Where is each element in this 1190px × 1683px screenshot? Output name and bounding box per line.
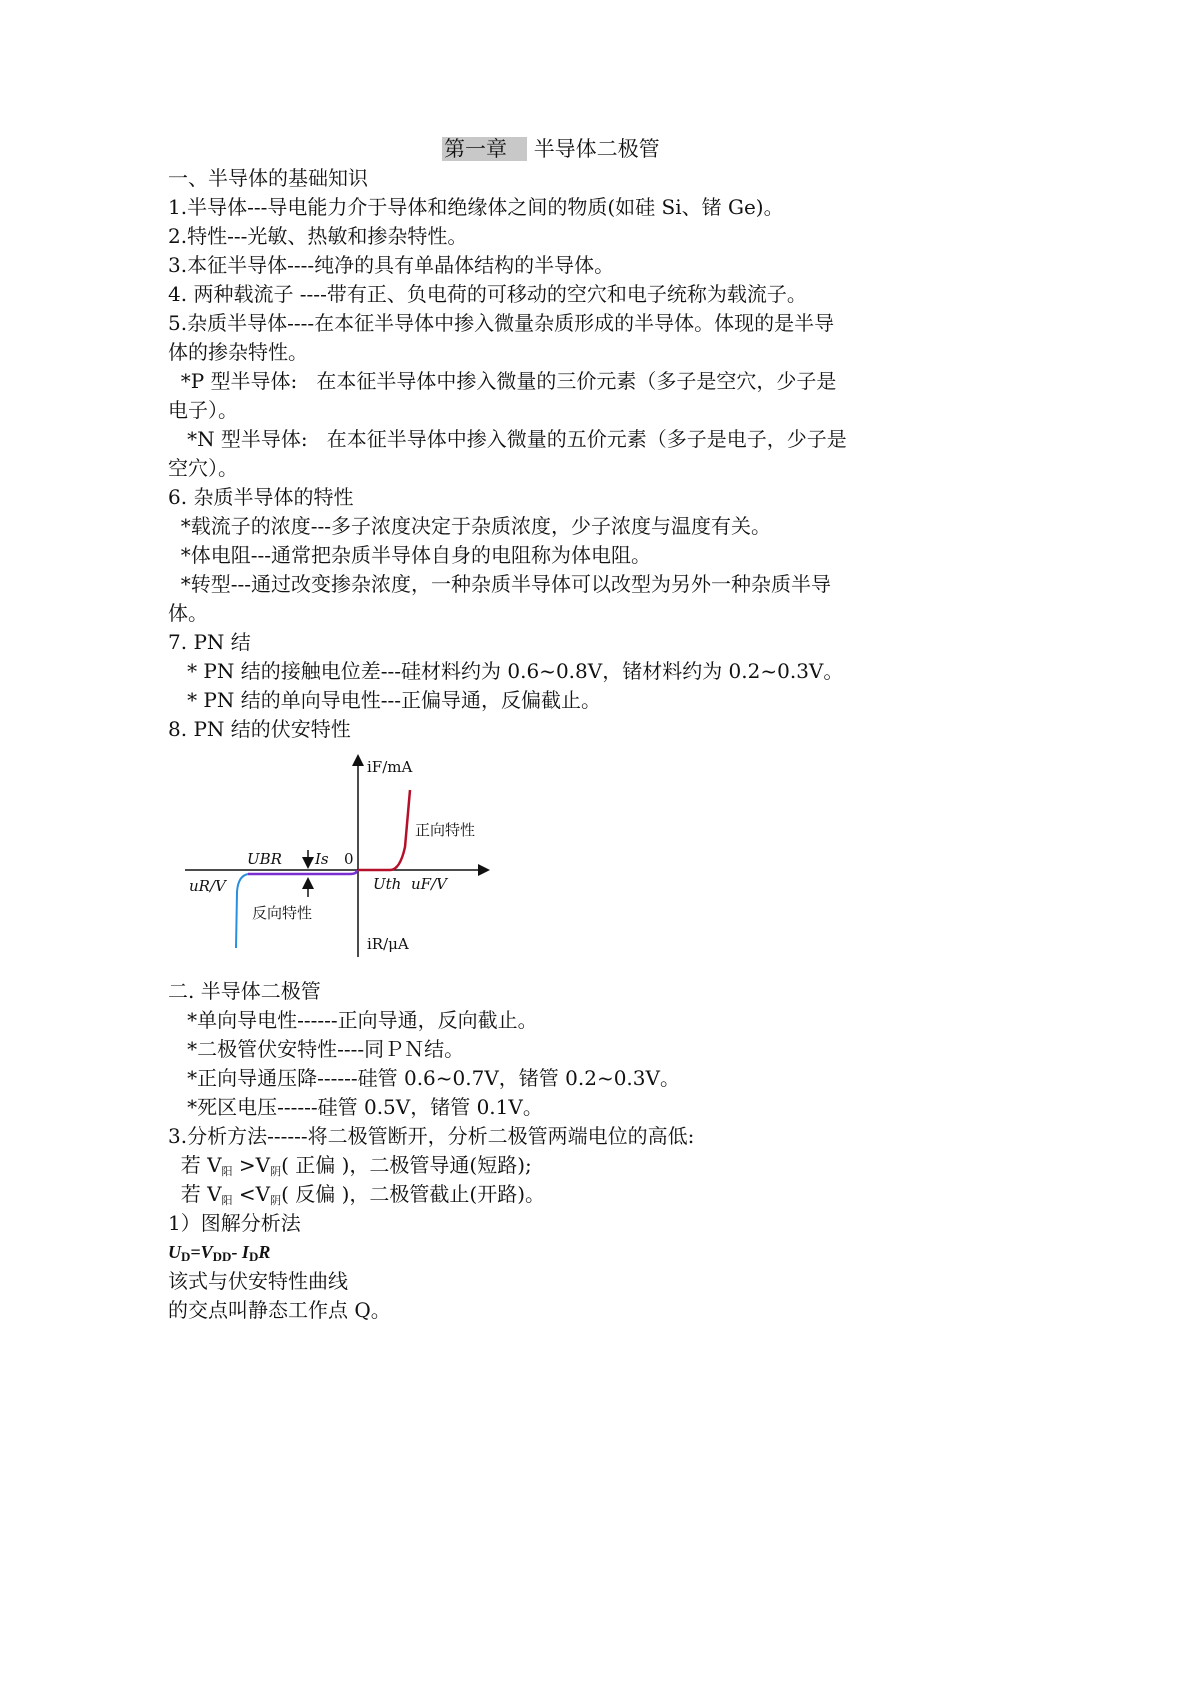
text-line: 体。: [168, 601, 208, 625]
text-line: 4. 两种载流子 ----带有正、负电荷的可移动的空穴和电子统称为载流子。: [168, 282, 807, 306]
formula: UD=VDD- IDR: [168, 1242, 271, 1264]
text-line: *单向导电性------正向导通，反向截止。: [168, 1008, 538, 1032]
text-line: 3.本征半导体----纯净的具有单晶体结构的半导体。: [168, 253, 615, 277]
label-zero: 0: [344, 850, 354, 868]
text-line: *N 型半导体: 在本征半导体中掺入微量的五价元素（多子是电子，少子是: [168, 427, 847, 451]
text-line: 的交点叫静态工作点 Q。: [168, 1298, 391, 1322]
text-line: 该式与伏安特性曲线: [168, 1269, 348, 1293]
forward-curve: [358, 790, 410, 870]
text-line: 5.杂质半导体----在本征半导体中掺入微量杂质形成的半导体。体现的是半导: [168, 311, 835, 335]
label-uth: Uth: [373, 875, 402, 893]
text-line: 8. PN 结的伏安特性: [168, 717, 351, 741]
condition-line: 若 $V_阳 >V_阴$( 正偏 )，二极管导通(短路);: [168, 1153, 532, 1178]
text-line: 6. 杂质半导体的特性: [168, 485, 354, 509]
text-line: *转型---通过改变掺杂浓度，一种杂质半导体可以改型为另外一种杂质半导: [168, 572, 831, 596]
label-is: Is: [315, 850, 329, 868]
text-line: *载流子的浓度---多子浓度决定于杂质浓度，少子浓度与温度有关。: [168, 514, 771, 538]
text-line: * PN 结的接触电位差---硅材料约为 0.6~0.8V，锗材料约为 0.2~0.3V。: [168, 659, 844, 683]
text-line: *正向导通压降------硅管 0.6~0.7V，锗管 0.2~0.3V。: [168, 1066, 680, 1090]
text-line: *体电阻---通常把杂质半导体自身的电阻称为体电阻。: [168, 543, 651, 567]
label-uf: uF/V: [411, 875, 447, 893]
text-line: *死区电压------硅管 0.5V，锗管 0.1V。: [168, 1095, 543, 1119]
label-forward: 正向特性: [415, 821, 476, 839]
text-line: 电子）。: [168, 398, 238, 422]
text-line: 1.半导体---导电能力介于导体和绝缘体之间的物质(如硅 Si、锗 Ge)。: [168, 195, 784, 219]
label-reverse: 反向特性: [252, 904, 313, 922]
label-if: iF/mA: [367, 758, 413, 776]
text-line: * PN 结的单向导电性---正偏导通，反偏截止。: [168, 688, 602, 712]
text-line: *二极管伏安特性----同ＰＮ结。: [168, 1037, 465, 1061]
text-line: 3.分析方法------将二极管断开，分析二极管两端电位的高低:: [168, 1124, 695, 1148]
text-line: 2.特性---光敏、热敏和掺杂特性。: [168, 224, 468, 248]
iv-characteristic-diagram: [185, 752, 515, 962]
heading: 二. 半导体二极管: [168, 979, 321, 1003]
breakdown-curve: [236, 874, 248, 948]
text-line: 1）图解分析法: [168, 1211, 301, 1235]
label-ir: iR/μA: [367, 935, 409, 953]
page-title: 第一章 半导体二极管: [444, 137, 660, 161]
label-ur: uR/V: [189, 877, 226, 895]
text-line: 7. PN 结: [168, 630, 251, 654]
label-ubr: UBR: [247, 850, 282, 868]
condition-line: 若 $V_阳 <V_阴$( 反偏 )，二极管截止(开路)。: [168, 1182, 546, 1207]
text-line: 空穴）。: [168, 456, 238, 480]
text-line: *P 型半导体: 在本征半导体中掺入微量的三价元素（多子是空穴，少子是: [168, 369, 837, 393]
heading: 一、半导体的基础知识: [168, 166, 368, 190]
text-line: 体的掺杂特性。: [168, 340, 308, 364]
